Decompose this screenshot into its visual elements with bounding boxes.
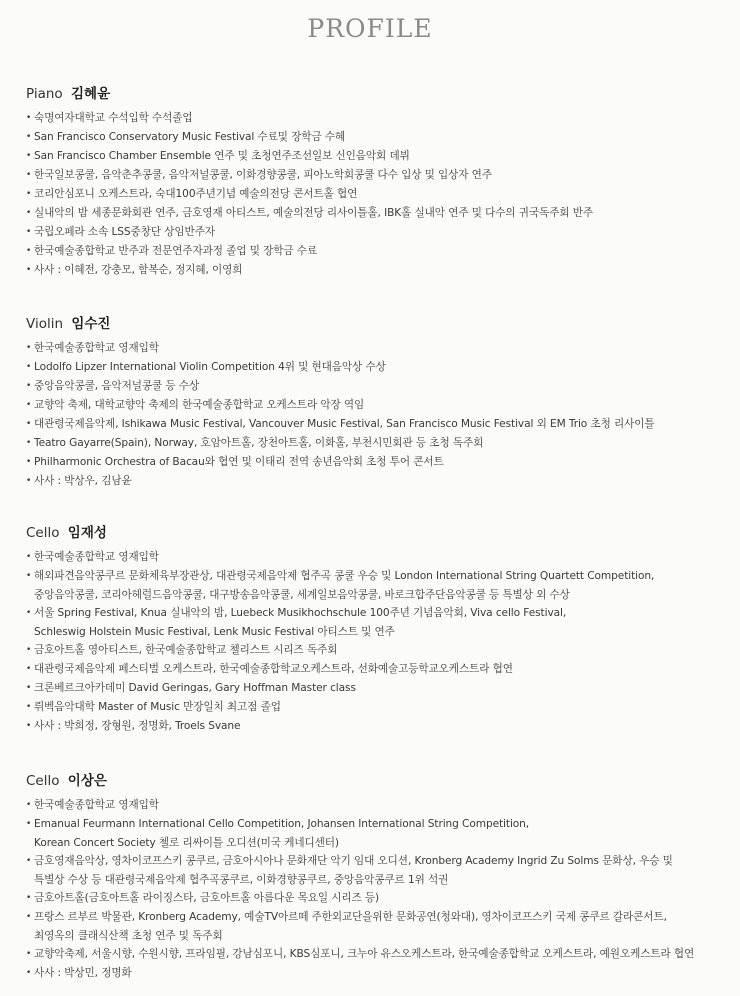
profile-section-violin [26,312,734,491]
list-item: • Philharmonic Orchestra of Bacau와 협연 및 이태리 전역 송년음악회 초청 투어 콘서트 [26,453,734,472]
list-item: • Teatro Gayarre(Spain), Norway, 호암아트홀, 장천아트홀, 이화홀, 부천시민회관 등 초청 독주회 [26,434,734,453]
profile-section-piano [26,82,734,280]
performer-name: 이상은 [67,773,107,789]
list-item: • 해외파견음악콩쿠르 문화체육부장관상, 대관령국제음악제 협주곡 콩쿨 우승 및 London International String Quartett Competition, 중앙음악콩쿨, 코리아헤럴드음악콩쿨, 대구방송음악콩쿨, 세계일보음악콩쿨, 바로크합주단음악콩쿨 등 특별상 외 수상 [26,567,734,604]
section-heading [26,521,734,541]
career-list [26,796,734,983]
list-item: • 실내악의 밤 세종문화회관 연주, 금호영재 아티스트, 예술의전당 리사이틀홀, IBK홀 실내악 연주 및 다수의 귀국독주회 반주 [26,204,734,223]
performer-name: 임수진 [71,316,111,332]
career-list [26,548,734,736]
list-item: • 금호아트홀 영아티스트, 한국예술종합학교 첼리스트 시리즈 독주회 [26,641,734,660]
instrument-label: Cello [26,525,60,541]
list-item: • 한국일보콩쿨, 음악춘추콩쿨, 음악저널콩쿨, 이화경향콩쿨, 피아노학회콩쿨 다수 입상 및 입상자 연주 [26,166,734,185]
instrument-label: Cello [26,773,60,789]
page-title: PROFILE [307,14,433,43]
list-item: • 국립오페라 소속 LSS중창단 상임반주자 [26,223,734,242]
list-item: • 프랑스 르부르 박물관, Kronberg Academy, 예술TV아르떼 주한외교단을위한 문화공연(청와대), 영차이코프스키 국제 콩쿠르 갈라콘서트, 최영옥의 클래식산책 초청 연주 및 독주회 [26,908,734,945]
list-item: • 한국예술종합학교 영재입학 [26,548,734,567]
list-item: • 사사 : 박상민, 정명화 [26,964,734,983]
list-item: • 한국예술종합학교 영재입학 [26,339,734,358]
performer-name: 임재성 [67,525,107,541]
list-item: • 교향악 축제, 대학교향악 축제의 한국예술종합학교 오케스트라 악장 역임 [26,396,734,415]
instrument-label: Violin [26,316,64,332]
list-item: • 교향악축제, 서울시향, 수원시향, 프라임필, 강남심포니, KBS심포니, 크누아 유스오케스트라, 한국예술종합학교 오케스트라, 예원오케스트라 협연 [26,945,734,964]
list-item: • 중앙음악콩쿨, 음악저널콩쿨 등 수상 [26,377,734,396]
career-list [26,109,734,280]
list-item: • San Francisco Chamber Ensemble 연주 및 초청연주조선일보 신인음악회 데뷔 [26,147,734,166]
list-item: • 서울 Spring Festival, Knua 실내악의 밤, Luebeck Musikhochschule 100주년 기념음악회, Viva cello Festival, Schleswig Holstein Music Festival, Lenk Music Festival 아티스트 및 연주 [26,604,734,641]
career-list [26,339,734,491]
list-item: • 숙명여자대학교 수석입학 수석졸업 [26,109,734,128]
list-item: • 코리안심포니 오케스트라, 숙대100주년기념 예술의전당 콘서트홀 협연 [26,185,734,204]
list-item: • Emanual Feurmann International Cello Competition, Johansen International String Competition, Korean Concert Society 첼로 리싸이틀 오디션(미국 케네디센터) [26,815,734,852]
list-item: • 뤼벡음악대학 Master of Music 만장일치 최고점 졸업 [26,698,734,717]
profile-section-cello-2 [26,769,734,983]
list-item: • 대관령국제음악제 페스티벌 오케스트라, 한국예술종합학교오케스트라, 선화예술고등학교오케스트라 협연 [26,660,734,679]
section-heading [26,312,734,332]
instrument-label: Piano [26,86,63,102]
list-item: • 금호영재음악상, 영차이코프스키 콩쿠르, 금호아시아나 문화재단 악기 임대 오디션, Kronberg Academy Ingrid Zu Solms 문화상, 우승 및 특별상 수상 등 대관령국제음악제 협주곡콩쿠르, 이화경향콩쿠르, 중앙음악콩쿠르 1위 석권 [26,852,734,889]
list-item: • 사사 : 이혜전, 강충모, 함복순, 정지혜, 이영희 [26,261,734,280]
list-item: • San Francisco Conservatory Music Festival 수료및 장학금 수혜 [26,128,734,147]
list-item: • 한국예술종합학교 반주과 전문연주자과정 졸업 및 장학금 수료 [26,242,734,261]
list-item: • 한국예술종합학교 영재입학 [26,796,734,815]
performer-name: 김혜윤 [70,86,111,102]
list-item: • 크론베르크아카데미 David Geringas, Gary Hoffman Master class [26,679,734,698]
list-item: • Lodolfo Lipzer International Violin Competition 4위 및 현대음악상 수상 [26,358,734,377]
list-item: • 금호아트홀(금호아트홀 라이징스타, 금호아트홀 아름다운 목요일 시리즈 등) [26,889,734,908]
profile-section-cello-1 [26,521,734,736]
list-item: • 사사 : 박희정, 장형원, 정명화, Troels Svane [26,717,734,736]
list-item: • 대관령국제음악제, Ishikawa Music Festival, Vancouver Music Festival, San Francisco Music Festival 외 EM Trio 초청 리사이틀 [26,415,734,434]
section-heading [26,769,734,789]
list-item: • 사사 : 박상우, 김남윤 [26,472,734,491]
section-heading [26,82,734,102]
